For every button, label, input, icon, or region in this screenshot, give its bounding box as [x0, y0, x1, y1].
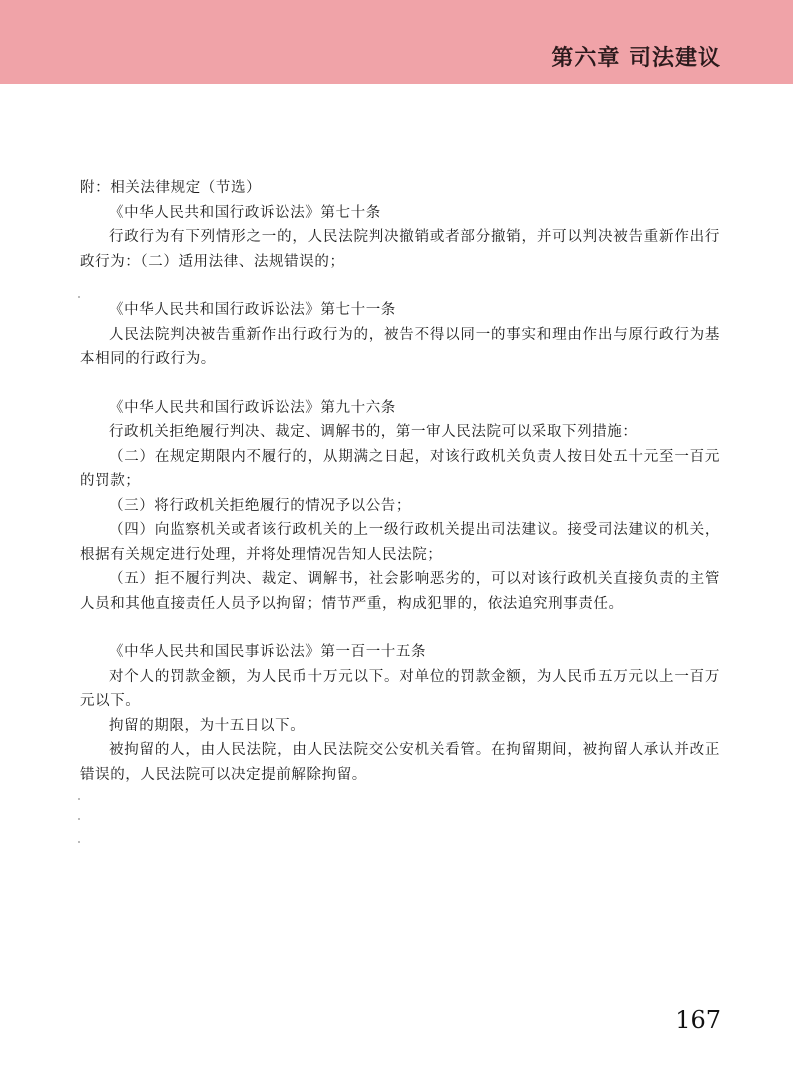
- law-paragraph: （五）拒不履行判决、裁定、调解书，社会影响恶劣的，可以对该行政机关直接负责的主管人员和其他直接责任人员予以拘留；情节严重，构成犯罪的，依法追究刑事责任。: [80, 571, 720, 612]
- margin-mark: [78, 841, 80, 843]
- law-title: 《中华人民共和国民事诉讼法》第一百一十五条: [109, 644, 427, 660]
- law-paragraph: 人民法院判决被告重新作出行政行为的，被告不得以同一的事实和理由作出与原行政行为基本相同的行政行为。: [80, 326, 720, 367]
- law-title: 《中华人民共和国行政诉讼法》第七十一条: [109, 302, 396, 318]
- law-paragraph: （三）将行政机关拒绝履行的情况予以公告；: [109, 497, 411, 514]
- law-paragraph: 对个人的罚款金额，为人民币十万元以下。对单位的罚款金额，为人民币五万元以上一百万元以下。: [80, 668, 720, 709]
- law-paragraph: 拘留的期限，为十五日以下。: [109, 717, 306, 734]
- chapter-title: 第六章 司法建议: [551, 45, 721, 71]
- appendix-heading: 附：相关法律规定（节选）: [80, 180, 262, 196]
- law-title: 《中华人民共和国行政诉讼法》第九十六条: [109, 399, 396, 416]
- page-number: 167: [675, 1006, 721, 1034]
- law-paragraph: 行政行为有下列情形之一的，人民法院判决撤销或者部分撤销，并可以判决被告重新作出行政行为：（二）适用法律、法规错误的；: [80, 229, 720, 270]
- margin-mark: [78, 296, 80, 298]
- appendix-content: [80, 176, 720, 811]
- law-section: [80, 396, 720, 617]
- law-paragraph: 被拘留的人，由人民法院，由人民法院交公安机关看管。在拘留期间，被拘留人承认并改正错误的，人民法院可以决定提前解除拘留。: [80, 742, 720, 783]
- law-section: [80, 201, 720, 275]
- margin-mark: [78, 798, 80, 800]
- law-paragraph: （二）在规定期限内不履行的，从期满之日起，对该行政机关负责人按日处五十元至一百元的罚款；: [80, 448, 720, 489]
- header-band: [0, 0, 793, 84]
- law-section: [80, 640, 720, 787]
- law-title: 《中华人民共和国行政诉讼法》第七十条: [109, 204, 381, 221]
- law-section: [80, 298, 720, 372]
- margin-mark: [78, 818, 80, 820]
- law-paragraph: （四）向监察机关或者该行政机关的上一级行政机关提出司法建议。接受司法建议的机关，根据有关规定进行处理，并将处理情况告知人民法院；: [80, 522, 720, 563]
- law-paragraph: 行政机关拒绝履行判决、裁定、调解书的，第一审人民法院可以采取下列措施：: [109, 424, 638, 440]
